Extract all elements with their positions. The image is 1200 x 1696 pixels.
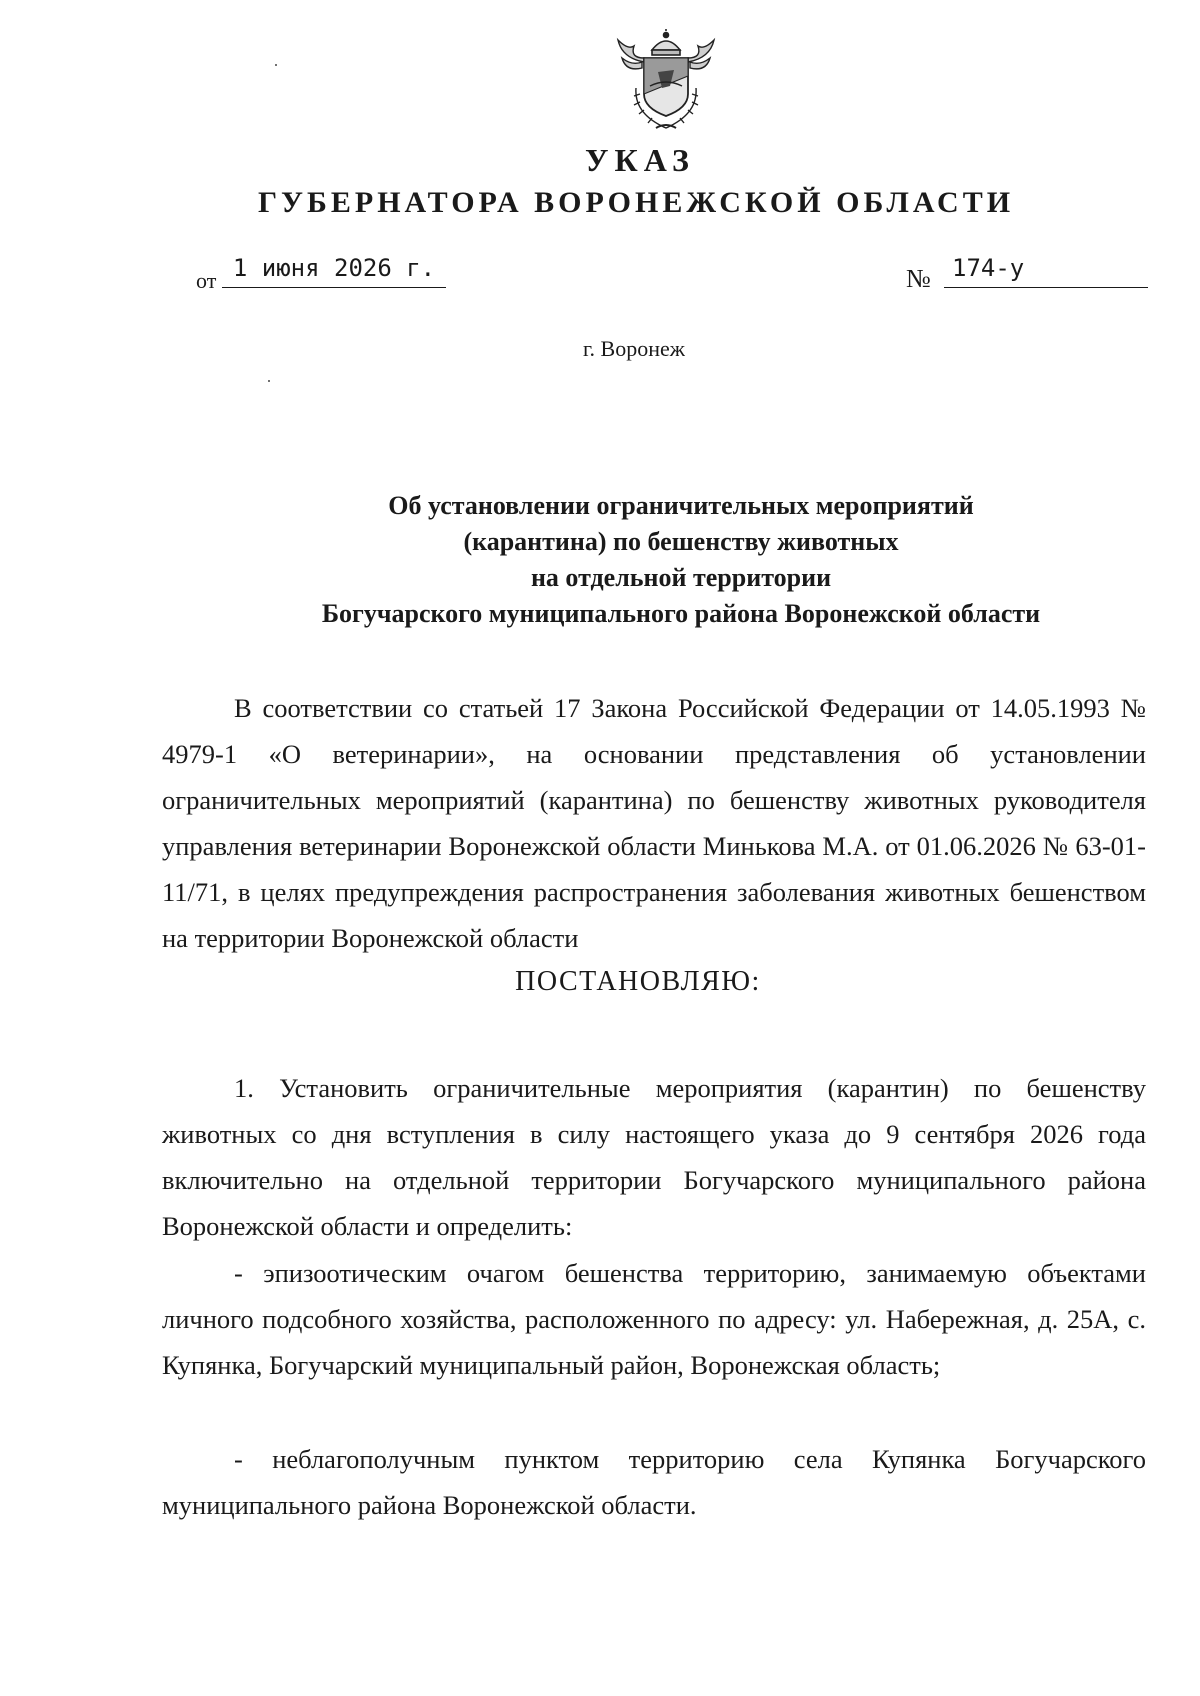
- document-place: г. Воронеж: [583, 336, 685, 361]
- document-subject: [150, 488, 1150, 632]
- scan-speck: [275, 64, 277, 66]
- document-date: 1 июня 2026 г.: [232, 254, 436, 282]
- coat-of-arms-icon: [612, 28, 720, 134]
- number-prefix: №: [906, 264, 931, 293]
- subject-line: Богучарского муниципального района Воронежской области: [321, 599, 1041, 628]
- subject-line: на отдельной территории: [530, 563, 832, 592]
- item-1a-paragraph: - эпизоотическим очагом бешенства территорию, занимаемую объектами личного подсобного хозяйства, расположенного по адресу: ул. Набережная, д. 25А, с. Купянка, Богучарский муниципальный район, Воронежская область;: [162, 1258, 1146, 1380]
- document-title: УКАЗ: [585, 142, 695, 178]
- document-number: 174-у: [952, 254, 1025, 282]
- subject-line: (карантина) по бешенству животных: [463, 527, 899, 556]
- subject-line: Об установлении ограничительных мероприятий: [388, 491, 974, 520]
- item-1b-paragraph: - неблагополучным пунктом территорию села Купянка Богучарского муниципального района Воронежской области.: [162, 1444, 1146, 1520]
- preamble-paragraph: В соответствии со статьей 17 Закона Российской Федерации от 14.05.1993 № 4979-1 «О ветеринарии», на основании представления об установлении ограничительных мероприятий (карантина) по бешенству животных руководителя управления ветеринарии Воронежской области Минькова М.А. от 01.06.2026 № 63-01-11/71, в целях предупреждения распространения заболевания животных бешенством на территории Воронежской области: [162, 693, 1146, 953]
- date-prefix: от: [196, 268, 217, 293]
- document-issuer: ГУБЕРНАТОРА ВОРОНЕЖСКОЙ ОБЛАСТИ: [257, 186, 1015, 219]
- date-underline: [222, 287, 446, 288]
- scan-speck: [268, 380, 270, 382]
- number-underline: [944, 287, 1148, 288]
- item-1-paragraph: 1. Установить ограничительные мероприятия (карантин) по бешенству животных со дня вступления в силу настоящего указа до 9 сентября 2026 года включительно на отдельной территории Богучарского муниципального района Воронежской области и определить:: [162, 1073, 1146, 1241]
- decree-heading: ПОСТАНОВЛЯЮ:: [515, 966, 761, 997]
